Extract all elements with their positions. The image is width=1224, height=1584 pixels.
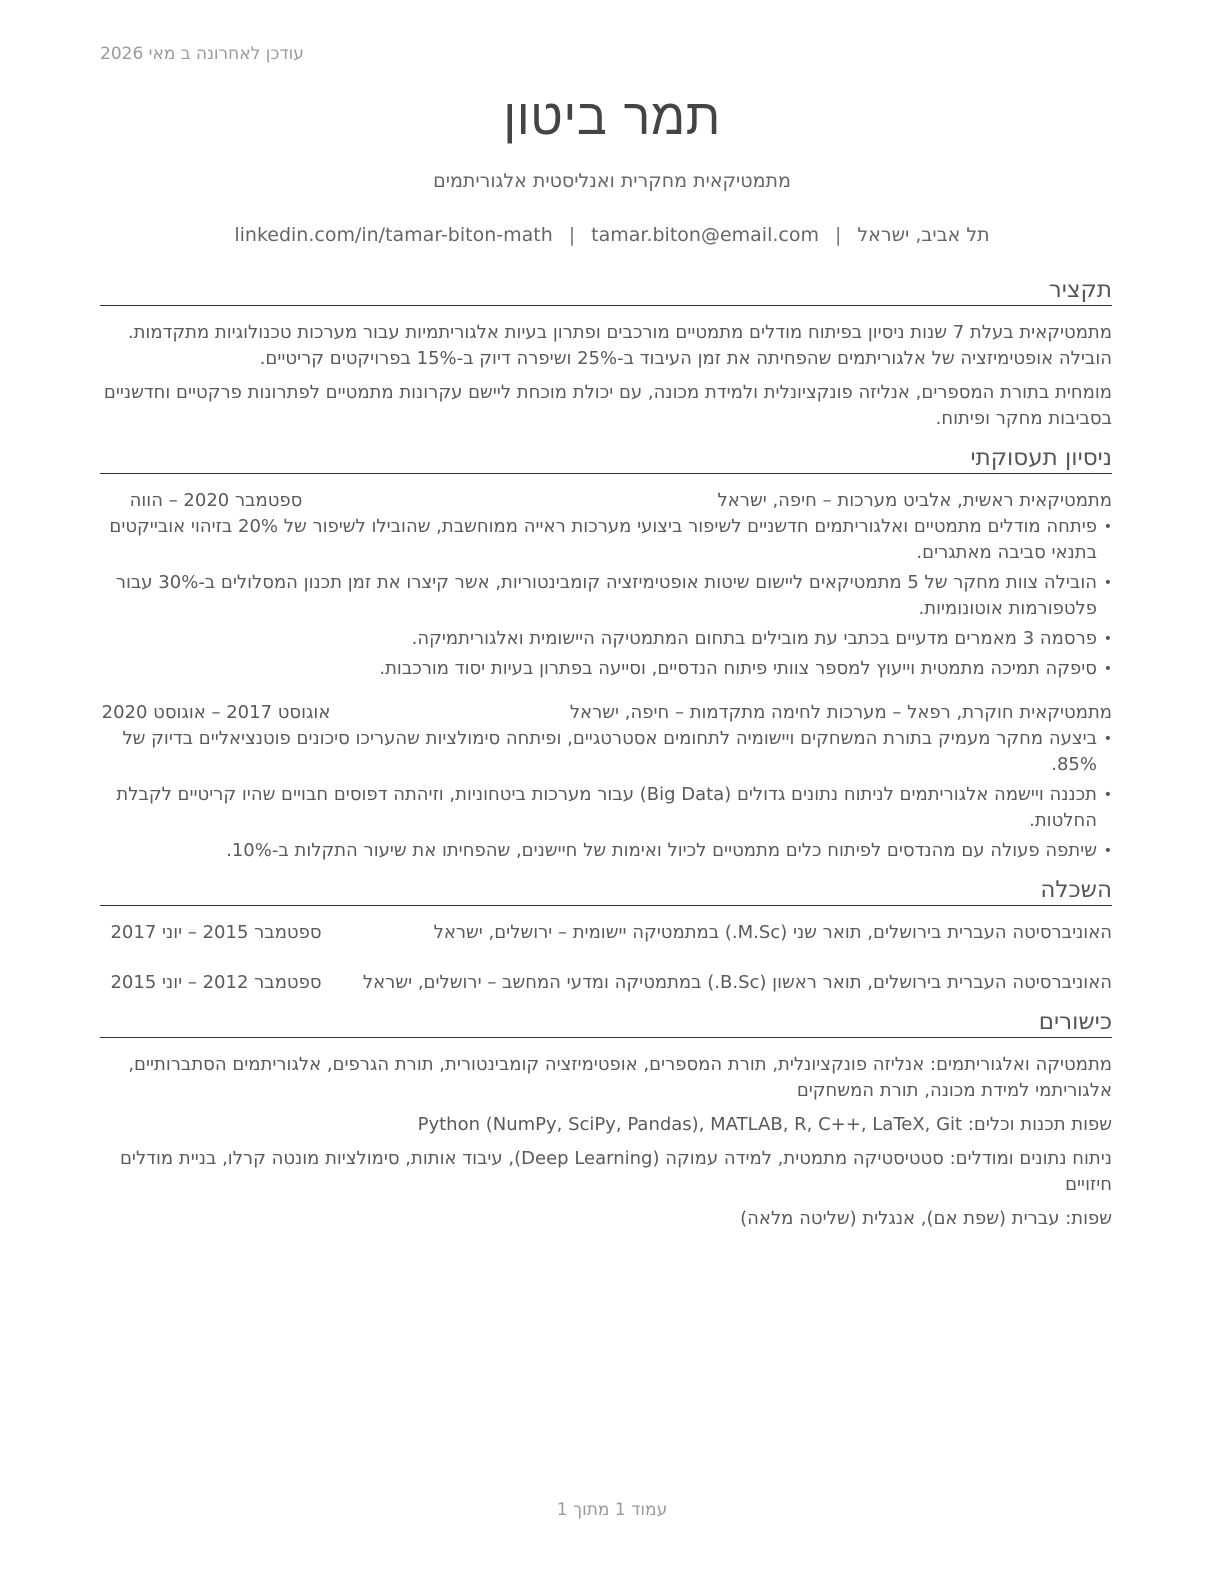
experience-section xyxy=(100,444,1112,864)
job-entry xyxy=(100,488,1112,682)
education-degree: האוניברסיטה העברית בירושלים, תואר שני (M.Sc.) במתמטיקה יישומית – ירושלים, ישראל xyxy=(433,922,1112,943)
candidate-name: תמר ביטון xyxy=(503,88,721,146)
job-role: מתמטיקאית ראשית, אלביט מערכות – חיפה, ישראל xyxy=(717,490,1112,511)
summary-paragraph: מומחית בתורת המספרים, אנליזה פונקציונלית ולמידת מכונה, עם יכולת מוכחת ליישם עקרונות מתמטיים לפתרונות פרקטיים וחדשניים בסביבות מחקר ופיתוח. xyxy=(103,382,1112,429)
location-text: תל אביב, ישראל xyxy=(857,224,990,246)
summary-section xyxy=(100,276,1112,432)
education-degree: האוניברסיטה העברית בירושלים, תואר ראשון (B.Sc.) במתמטיקה ומדעי המחשב – ירושלים, ישראל xyxy=(362,972,1112,993)
job-bullet: • סיפקה תמיכה מתמטית וייעוץ למספר צוותי פיתוח הנדסיים, וסייעה בפתרון בעיות יסוד מורכבות. xyxy=(100,656,1112,682)
email-link[interactable]: tamar.biton@email.com xyxy=(591,224,819,246)
skill-line: שפות: עברית (שפת אם), אנגלית (שליטה מלאה) xyxy=(740,1208,1112,1229)
job-bullet: • הובילה צוות מחקר של 5 מתמטיקאים ליישום שיטות אופטימיזציה קומבינטוריות, אשר קיצרו את זמן תכנון המסלולים ב-30% עבור פלטפורמות אוטונומיות. xyxy=(100,570,1112,622)
job-bullet: • תכננה ויישמה אלגוריתמים לניתוח נתונים גדולים (Big Data) עבור מערכות ביטחוניות, וזיהתה דפוסים חבויים שהיו קריטיים לקבלת החלטות. xyxy=(100,782,1112,834)
skill-line: מתמטיקה ואלגוריתמים: אנליזה פונקציונלית, תורת המספרים, אופטימיזציה קומבינטורית, תורת הגרפים, אלגוריתמים הסתברותיים, אלגוריתמי למידת מכונה, תורת המשחקים xyxy=(128,1054,1112,1101)
contact-line xyxy=(0,224,1224,246)
contact-separator: | xyxy=(834,224,842,246)
job-bullet: • פיתחה מודלים מתמטיים ואלגוריתמים חדשניים לשיפור ביצועי מערכות ראייה ממוחשבת, שהובילו לשיפור של 20% בזיהוי אובייקטים בתנאי סביבה מאתגרים. xyxy=(100,514,1112,566)
job-bullets xyxy=(100,514,1112,682)
job-bullets xyxy=(100,726,1112,864)
page-number: עמוד 1 מתוך 1 xyxy=(556,1500,668,1520)
section-heading-education: השכלה xyxy=(100,876,1112,906)
resume-body xyxy=(100,276,1112,1240)
section-heading-skills: כישורים xyxy=(100,1008,1112,1038)
job-entry xyxy=(100,700,1112,864)
contact-separator: | xyxy=(568,224,576,246)
job-bullet: • ביצעה מחקר מעמיק בתורת המשחקים ויישומיה לתחומים אסטרטגיים, ופיתחה סימולציות שהעריכו סיכונים פוטנציאליים בדיוק של 85%. xyxy=(100,726,1112,778)
professional-title: מתמטיקאית מחקרית ואנליסטית אלגוריתמים xyxy=(433,170,791,192)
job-bullet: • פרסמה 3 מאמרים מדעיים בכתבי עת מובילים בתחום המתמטיקה היישומית ואלגוריתמיקה. xyxy=(100,626,1112,652)
education-entry xyxy=(100,920,1112,946)
education-dates: ספטמבר 2015 – יוני 2017 xyxy=(110,922,322,943)
education-section xyxy=(100,876,1112,996)
section-heading-summary: תקציר xyxy=(100,276,1112,306)
linkedin-link[interactable]: linkedin.com/in/tamar-biton-math xyxy=(234,224,553,246)
skill-line: ניתוח נתונים ומודלים: סטטיסטיקה מתמטית, למידה עמוקה (Deep Learning), עיבוד אותות, סימולציות מונטה קרלו, בניית מודלים חיזויים xyxy=(119,1148,1112,1195)
education-entry xyxy=(100,970,1112,996)
job-dates: ספטמבר 2020 – הווה xyxy=(129,490,303,511)
job-header xyxy=(100,488,1112,514)
job-bullet: • שיתפה פעולה עם מהנדסים לפיתוח כלים מתמטיים לכיול ואימות של חיישנים, שהפחיתו את שיעור התקלות ב-10%. xyxy=(100,838,1112,864)
education-dates: ספטמבר 2012 – יוני 2015 xyxy=(110,972,322,993)
last-updated-note: עודכן לאחרונה ב מאי 2026 xyxy=(100,44,304,64)
job-role: מתמטיקאית חוקרת, רפאל – מערכות לחימה מתקדמות – חיפה, ישראל xyxy=(569,702,1112,723)
skill-line: שפות תכנות וכלים: Python (NumPy, SciPy, Pandas), MATLAB, R, C++, LaTeX, Git xyxy=(417,1114,1112,1135)
section-heading-experience: ניסיון תעסוקתי xyxy=(100,444,1112,474)
job-dates: אוגוסט 2017 – אוגוסט 2020 xyxy=(101,702,331,723)
summary-paragraph: מתמטיקאית בעלת 7 שנות ניסיון בפיתוח מודלים מתמטיים מורכבים ופתרון בעיות אלגוריתמיות עבור מערכות טכנולוגיות מתקדמות. הובילה אופטימיזציה של אלגוריתמים שהפחיתה את זמן העיבוד ב-25% ושיפרה דיוק ב-15% בפרויקטים קריטיים. xyxy=(127,322,1112,369)
job-header xyxy=(100,700,1112,726)
skills-section xyxy=(100,1008,1112,1232)
